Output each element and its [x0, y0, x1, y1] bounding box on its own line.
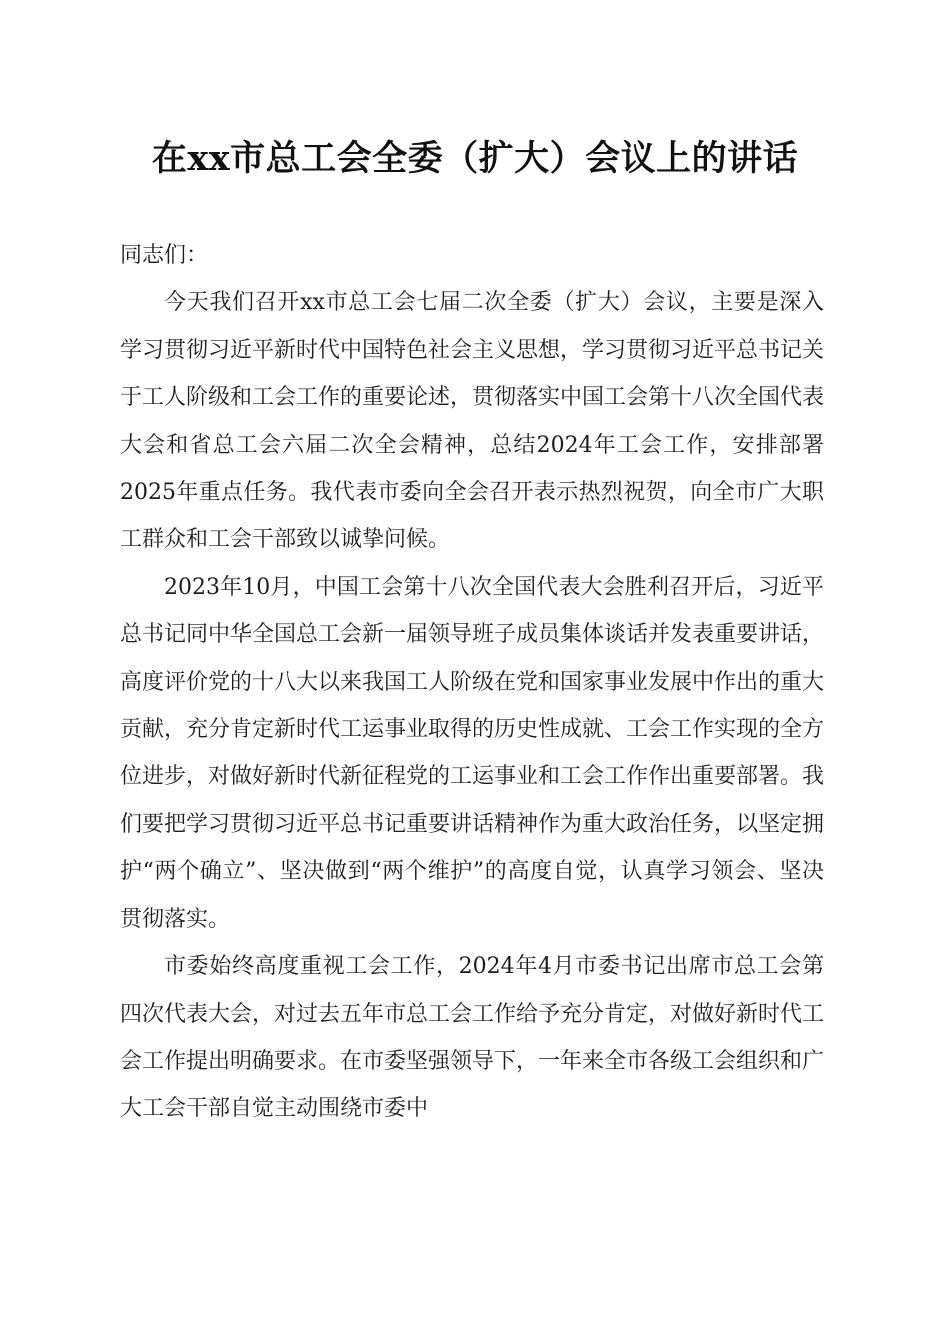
- document-body: [120, 232, 824, 1133]
- paragraph-opening: 今天我们召开xx市总工会七届二次全委（扩大）会议，主要是深入学习贯彻习近平新时代中国特色社会主义思想，学习贯彻习近平总书记关于工人阶级和工会工作的重要论述，贯彻落实中国工会第十八次全国代表大会和省总工会六届二次全会精神，总结2024年工会工作，安排部署2025年重点任务。我代表市委向全会召开表示热烈祝贺，向全市广大职工群众和工会干部致以诚挚问候。: [120, 290, 825, 553]
- document-title: 在xx市总工会全委（扩大）会议上的讲话: [151, 138, 799, 179]
- paragraph-congress: 2023年10月，中国工会第十八次全国代表大会胜利召开后，习近平总书记同中华全国总工会新一届领导班子成员集体谈话并发表重要讲话，高度评价党的十八大以来我国工人阶级在党和国家事业发展中作出的重大贡献，充分肯定新时代工运事业取得的历史性成就、工会工作实现的全方位进步，对做好新时代新征程党的工运事业和工会工作作出重要部署。我们要把学习贯彻习近平总书记重要讲话精神作为重大政治任务，以坚定拥护“两个确立”、坚决做到“两个维护”的高度自觉，认真学习领会、坚决贯彻落实。: [120, 574, 825, 932]
- paragraph-city-committee: 市委始终高度重视工会工作，2024年4月市委书记出席市总工会第四次代表大会，对过去五年市总工会工作给予充分肯定，对做好新时代工会工作提出明确要求。在市委坚强领导下，一年来全市各级工会组织和广大工会干部自觉主动围绕市委中: [120, 954, 825, 1122]
- salutation: 同志们：: [120, 243, 209, 268]
